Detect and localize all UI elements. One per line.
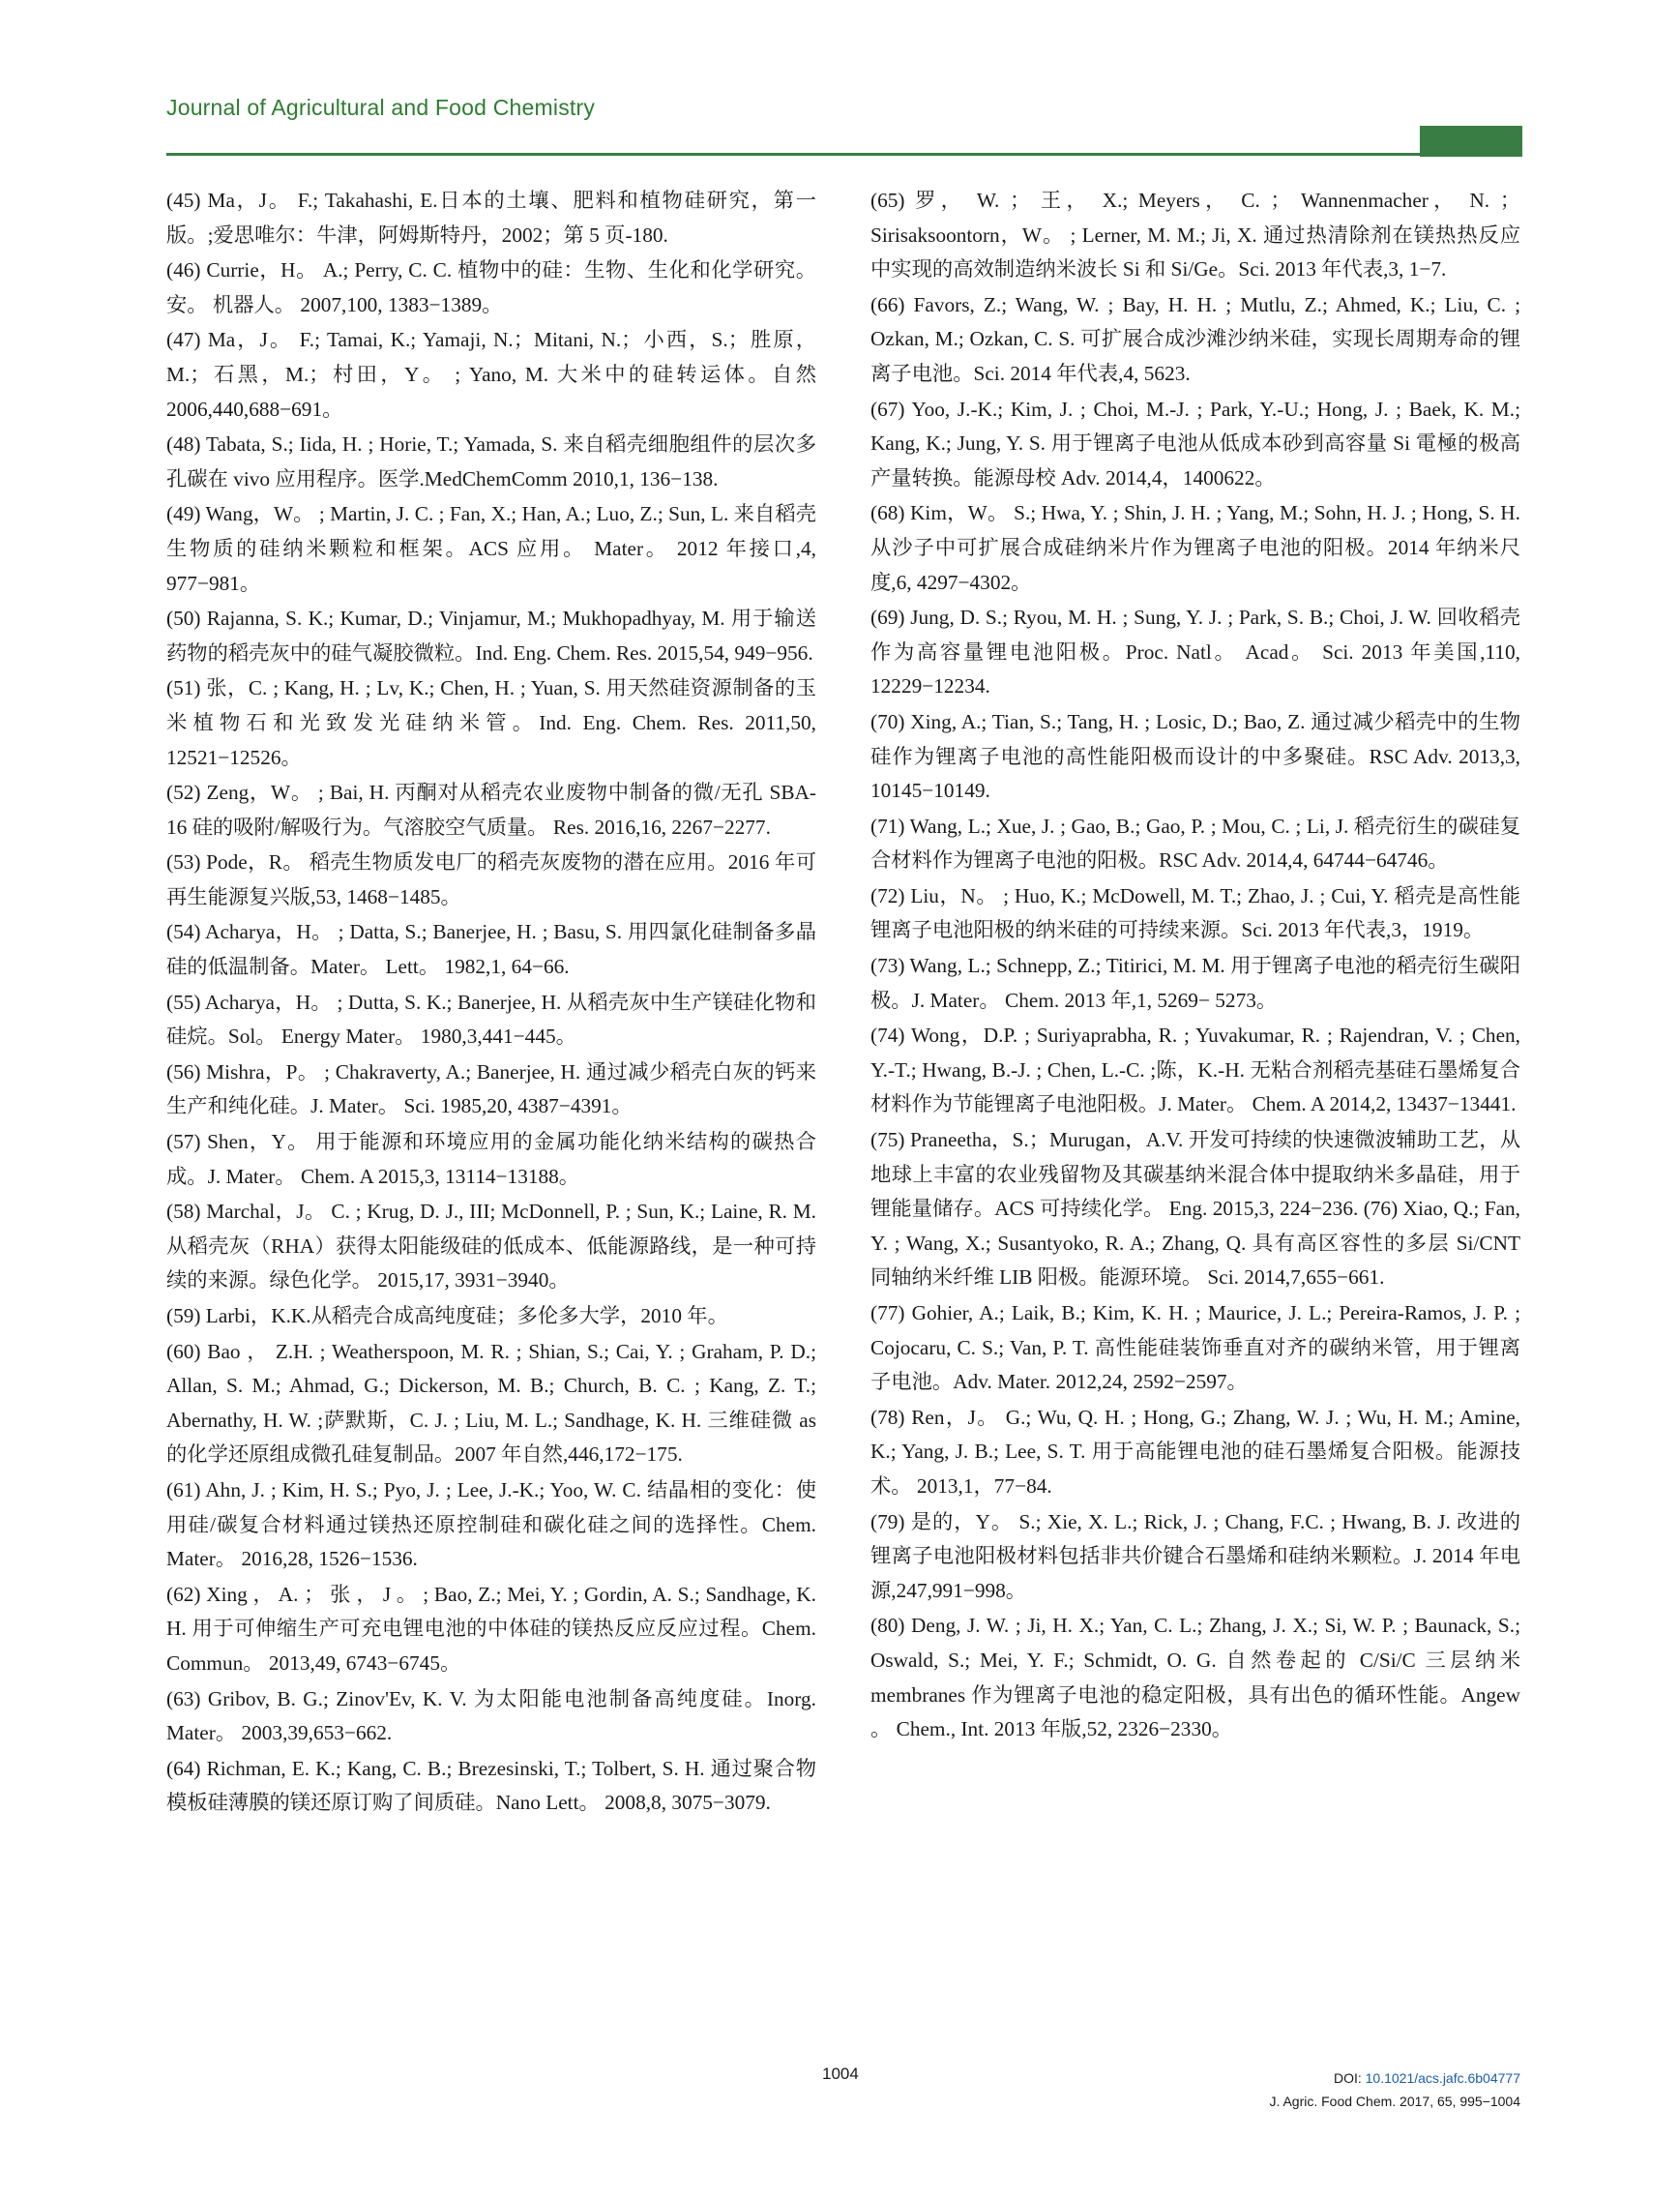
reference-entry: (71) Wang, L.; Xue, J. ; Gao, B.; Gao, P. ; Mou, C. ; Li, J. 稻壳衍生的碳硅复合材料作为锂离子电池的阳极。RSC Adv. 2014,4, 64744−64746。 <box>870 814 1520 873</box>
footer-citation-block <box>1269 2066 1520 2113</box>
reference-entry: (65) 罗， W. ； 王， X.; Meyers， C. ； Wannenmacher， N. ；Sirisaksoontorn，W。 ; Lerner, M. M.; Ji, X. 通过热清除剂在镁热热反应中实现的高效制造纳米波长 Si 和 Si/Ge。Sci. 2013 年代表,3, 1−7. <box>870 189 1520 282</box>
reference-entry: (52) Zeng，W。 ; Bai, H. 丙酮对从稻壳农业废物中制备的微/无孔 SBA-16 硅的吸附/解吸行为。气溶胶空气质量。 Res. 2016,16, 2267−2277. <box>166 781 816 839</box>
reference-entry: (79) 是的，Y。 S.; Xie, X. L.; Rick, J. ; Chang, F.C. ; Hwang, B. J. 改进的锂离子电池阳极材料包括非共价键合石墨烯和硅纳米颗粒。J. 2014 年电源,247,991−998。 <box>870 1509 1520 1602</box>
reference-entry: (55) Acharya，H。 ; Dutta, S. K.; Banerjee, H. 从稻壳灰中生产镁硅化物和硅烷。Sol。 Energy Mater。 1980,3,441−445。 <box>166 990 816 1049</box>
reference-entry: (53) Pode，R。 稻壳生物质发电厂的稻壳灰废物的潜在应用。2016 年可再生能源复兴版,53, 1468−1485。 <box>166 850 816 908</box>
reference-entry: (80) Deng, J. W. ; Ji, H. X.; Yan, C. L.; Zhang, J. X.; Si, W. P. ; Baunack, S.; Oswald, S.; Mei, Y. F.; Schmidt, O. G. 自然卷起的 C/Si/C 三层纳米 membranes 作为锂离子电池的稳定阳极，具有出色的循环性能。Angew 。 Chem., Int. 2013 年版,52, 2326−2330。 <box>870 1614 1520 1741</box>
reference-entry: (48) Tabata, S.; Iida, H. ; Horie, T.; Yamada, S. 来自稻壳细胞组件的层次多孔碳在 vivo 应用程序。医学.MedChemComm 2010,1, 136−138. <box>166 432 816 490</box>
reference-entry: (46) Currie，H。 A.; Perry, C. C. 植物中的硅：生物、生化和化学研究。安。 机器人。 2007,100, 1383−1389。 <box>166 258 816 316</box>
reference-entry: (70) Xing, A.; Tian, S.; Tang, H. ; Losic, D.; Bao, Z. 通过减少稻壳中的生物硅作为锂离子电池的高性能阳极而设计的中多聚硅。RSC Adv. 2013,3, 10145−10149. <box>870 709 1520 803</box>
reference-entry: (60) Bao ， Z.H. ; Weatherspoon, M. R. ; Shian, S.; Cai, Y. ; Graham, P. D.; Allan, S. M.; Ahmad, G.; Dickerson, M. B.; Church, B. C. ; Kang, Z. T.; Abernathy, H. W. ;萨默斯，C. J. ; Liu, M. L.; Sandhage, K. H. 三维硅微 as 的化学还原组成微孔硅复制品。2007 年自然,446,172−175. <box>166 1339 816 1467</box>
journal-citation: J. Agric. Food Chem. 2017, 65, 995−1004 <box>1269 2094 1520 2109</box>
references-left-column <box>166 184 816 1822</box>
reference-entry: (61) Ahn, J. ; Kim, H. S.; Pyo, J. ; Lee, J.-K.; Yoo, W. C. 结晶相的变化：使用硅/碳复合材料通过镁热还原控制硅和碳化硅之间的选择性。Chem. Mater。 2016,28, 1526−1536. <box>166 1477 816 1571</box>
reference-entry: (54) Acharya，H。 ; Datta, S.; Banerjee, H. ; Basu, S. 用四氯化硅制备多晶硅的低温制备。Mater。 Lett。 1982,1, 64−66. <box>166 920 816 979</box>
reference-entry: (59) Larbi，K.K.从稻壳合成高纯度硅；多伦多大学，2010 年。 <box>166 1304 728 1327</box>
reference-entry: (75) Praneetha，S.；Murugan，A.V. 开发可持续的快速微波辅助工艺，从地球上丰富的农业残留物及其碳基纳米混合体中提取纳米多晶硅，用于锂能量储存。ACS 可持续化学。 Eng. 2015,3, 224−236. (76) Xiao, Q.; Fan, Y. ; Wang, X.; Susantyoko, R. A.; Zhang, Q. 具有高区容性的多层 Si/CNT 同轴纳米纤维 LIB 阳极。能源环境。 Sci. 2014,7,655−661. <box>870 1128 1520 1290</box>
reference-entry: (74) Wong，D.P. ; Suriyaprabha, R. ; Yuvakumar, R. ; Rajendran, V. ; Chen, Y.-T.; Hwang, B.-J. ; Chen, L.-C. ;陈，K.-H. 无粘合剂稻壳基硅石墨烯复合材料作为节能锂离子电池阳极。J. Mater。 Chem. A 2014,2, 13437−13441. <box>870 1024 1520 1116</box>
reference-entry: (63) Gribov, B. G.; Zinov'Ev, K. V. 为太阳能电池制备高纯度硅。Inorg. Mater。 2003,39,653−662. <box>166 1686 816 1745</box>
reference-entry: (72) Liu，N。 ; Huo, K.; McDowell, M. T.; Zhao, J. ; Cui, Y. 稻壳是高性能锂离子电池阳极的纳米硅的可持续来源。Sci. 2013 年代表,3，1919。 <box>870 883 1520 942</box>
reference-entry: (47) Ma，J。 F.; Tamai, K.; Yamaji, N.；Mitani, N.；小西，S.；胜原，M.；石黑，M.；村田，Y。 ; Yano, M. 大米中的硅转运体。自然 2006,440,688−691。 <box>166 328 816 421</box>
reference-entry: (50) Rajanna, S. K.; Kumar, D.; Vinjamur, M.; Mukhopadhyay, M. 用于输送药物的稻壳灰中的硅气凝胶微粒。Ind. Eng. Chem. Res. 2015,54, 949−956. <box>166 607 816 665</box>
reference-entry: (69) Jung, D. S.; Ryou, M. H. ; Sung, Y. J. ; Park, S. B.; Choi, J. W. 回收稻壳作为高容量锂电池阳极。Proc. Natl。 Acad。 Sci. 2013 年美国,110, 12229−12234. <box>870 606 1520 698</box>
reference-entry: (66) Favors, Z.; Wang, W. ; Bay, H. H. ; Mutlu, Z.; Ahmed, K.; Liu, C. ; Ozkan, M.; Ozkan, C. S. 可扩展合成沙滩沙纳米硅，实现长周期寿命的锂离子电池。Sci. 2014 年代表,4, 5623. <box>870 292 1520 385</box>
journal-title: Journal of Agricultural and Food Chemistry <box>166 95 596 120</box>
reference-entry: (78) Ren，J。 G.; Wu, Q. H. ; Hong, G.; Zhang, W. J. ; Wu, H. M.; Amine, K.; Yang, J. B.; Lee, S. T. 用于高能锂电池的硅石墨烯复合阳极。能源技术。 2013,1，77−84. <box>870 1405 1520 1498</box>
doi-label: DOI: <box>1333 2070 1366 2086</box>
reference-entry: (56) Mishra，P。 ; Chakraverty, A.; Banerjee, H. 通过减少稻壳白灰的钙来生产和纯化硅。J. Mater。 Sci. 1985,20, 4387−4391。 <box>166 1059 816 1118</box>
doi-link[interactable]: 10.1021/acs.jafc.6b04777 <box>1365 2070 1520 2086</box>
reference-entry: (73) Wang, L.; Schnepp, Z.; Titirici, M. M. 用于锂离子电池的稻壳衍生碳阳极。J. Mater。 Chem. 2013 年,1, 5269− 5273。 <box>870 954 1520 1012</box>
header-color-block <box>1420 126 1522 157</box>
reference-entry: (77) Gohier, A.; Laik, B.; Kim, K. H. ; Maurice, J. L.; Pereira-Ramos, J. P. ; Cojocaru, C. S.; Van, P. T. 高性能硅装饰垂直对齐的碳纳米管，用于锂离子电池。Adv. Mater. 2012,24, 2592−2597。 <box>870 1301 1520 1394</box>
reference-entry: (45) Ma，J。 F.; Takahashi, E.日本的土壤、肥料和植物硅研究，第一版。;爱思唯尔：牛津，阿姆斯特丹，2002；第 5 页-180. <box>166 189 816 247</box>
reference-entry: (64) Richman, E. K.; Kang, C. B.; Brezesinski, T.; Tolbert, S. H. 通过聚合物模板硅薄膜的镁还原订购了间质硅。Nano Lett。 2008,8, 3075−3079. <box>166 1756 816 1815</box>
page-number: 1004 <box>822 2065 859 2083</box>
reference-entry: (62) Xing ， A. ； 张 ， J 。 ; Bao, Z.; Mei, Y. ; Gordin, A. S.; Sandhage, K. H. 用于可伸缩生产可充电锂电池的中体硅的镁热反应反应过程。Chem. Commun。 2013,49, 6743−6745。 <box>166 1582 816 1675</box>
reference-entry: (58) Marchal，J。 C. ; Krug, D. J., III; McDonnell, P. ; Sun, K.; Laine, R. M. 从稻壳灰（RHA）获得太阳能级硅的低成本、低能源路线，是一种可持续的来源。绿色化学。 2015,17, 3931−3940。 <box>166 1200 816 1293</box>
reference-entry: (49) Wang，W。 ; Martin, J. C. ; Fan, X.; Han, A.; Luo, Z.; Sun, L. 来自稻壳生物质的硅纳米颗粒和框架。ACS 应用。 Mater。 2012 年接口,4, 977−981。 <box>166 502 816 595</box>
references-right-column <box>870 184 1520 1748</box>
reference-entry: (67) Yoo, J.-K.; Kim, J. ; Choi, M.-J. ; Park, Y.-U.; Hong, J. ; Baek, K. M.; Kang, K.; Jung, Y. S. 用于锂离子电池从低成本砂到高容量 Si 電極的极高产量转换。能源母校 Adv. 2014,4，1400622。 <box>870 397 1520 490</box>
reference-entry: (51) 张，C. ; Kang, H. ; Lv, K.; Chen, H. ; Yuan, S. 用天然硅资源制备的玉米植物石和光致发光硅纳米管。Ind. Eng. Chem. Res. 2011,50, 12521−12526。 <box>166 676 816 769</box>
reference-entry: (68) Kim，W。 S.; Hwa, Y. ; Shin, J. H. ; Yang, M.; Sohn, H. J. ; Hong, S. H. 从沙子中可扩展合成硅纳米片作为锂离子电池的阳极。2014 年纳米尺度,6, 4297−4302。 <box>870 501 1520 594</box>
header-rule <box>166 153 1420 156</box>
doi-line <box>1269 2066 1520 2090</box>
reference-entry: (57) Shen，Y。 用于能源和环境应用的金属功能化纳米结构的碳热合成。J. Mater。 Chem. A 2015,3, 13114−13188。 <box>166 1130 816 1188</box>
